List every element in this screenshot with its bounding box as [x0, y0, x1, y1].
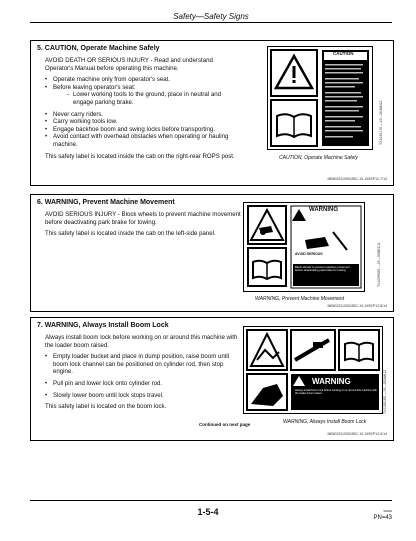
section-body [45, 211, 245, 242]
section-title: 7. WARNING, Always Install Boom Lock [37, 322, 169, 329]
section-title: 6. WARNING, Prevent Machine Movement [37, 199, 175, 206]
list-item: • Never carry riders. [45, 111, 241, 119]
bullet-list [45, 76, 241, 106]
section-warning-prevent [30, 194, 394, 312]
page-reference [373, 508, 392, 522]
list-item: • Carry working tools low. [45, 118, 241, 126]
list-item: • Avoid contact with overhead obstacles when operating or hauling machine. [45, 133, 241, 148]
section-body [45, 334, 245, 415]
section-warning-boom-lock [30, 317, 394, 441]
figure-caption: WARNING, Prevent Machine Movement [255, 296, 345, 302]
figure-caption: CAUTION, Operate Machine Safely [279, 155, 358, 161]
bullet-list [45, 111, 241, 149]
footer-small-code: S0000 [383, 509, 392, 513]
label-header-text: WARNING [312, 377, 351, 386]
page-number: 1-5-4 [197, 507, 219, 517]
list-item: • Engage backhoe boom and swing locks before transporting. [45, 126, 241, 134]
footer-divider [30, 500, 392, 501]
header-title: Safety—Safety Signs [173, 12, 249, 21]
page-header [30, 6, 392, 23]
label-body-text: Always install boom lock before working on or around this machine with the loader boom raised. [295, 389, 377, 396]
figure-code: TX1032176 —19—26JAN12 [379, 100, 383, 145]
figure-caption: WARNING, Always Install Boom Lock [283, 419, 367, 425]
section-code: MB60223,00002BC-19-19SEP12-9/14 [327, 432, 387, 436]
list-item: • Pull pin and lower lock onto cylinder rod. [45, 380, 245, 388]
location-text: This safety label is located inside the cab on the right-rear ROPS post. [45, 152, 235, 160]
figure-code: TX1150185 —19—26JAN12 [383, 369, 387, 414]
section-code: MB60223,00002BC-19-19SEP12-8/14 [327, 304, 387, 308]
section-code: MB60223,00002BC-19-19SEP12-7/14 [327, 177, 387, 181]
list-item: • Slowly lower boom until lock stops travel. [45, 392, 245, 400]
label-header-text: WARNING [309, 207, 338, 213]
label-body-text: Block wheels to prevent machine movement before deactivating park brake for towing. [295, 265, 350, 273]
section-caution-operate [30, 40, 394, 186]
sub-list [53, 91, 241, 106]
list-item: - Lower working tools to the ground, place in neutral and engage parking brake. [67, 91, 241, 106]
location-text: This safety label is located on the boom lock. [45, 403, 167, 411]
warning-label-image [243, 202, 365, 292]
label-header-text: CAUTION [333, 51, 354, 56]
bullet-list [45, 353, 245, 399]
intro-text: AVOID DEATH OR SERIOUS INJURY - Read and understand Operator's Manual before operating this machine. [45, 57, 213, 72]
section-body [45, 57, 241, 164]
caution-label-image [267, 46, 373, 150]
pn-number: PN=43 [373, 515, 392, 521]
figure-code: TX1099683 —19—06DEC11 [377, 242, 381, 287]
continued-note: Continued on next page [199, 422, 251, 427]
intro-text: AVOID SERIOUS INJURY - Block wheels to prevent machine movement before deactivating park brake for towing. [45, 211, 241, 226]
list-item: • Operate machine only from operator's seat. [45, 76, 241, 84]
boom-lock-label-image [243, 326, 383, 414]
location-text: This safety label is located inside the cab on the left-side panel. [45, 230, 216, 238]
intro-text: Always install boom lock before working on or around this machine with the loader boom raised. [45, 334, 238, 349]
section-title: 5. CAUTION, Operate Machine Safely [37, 45, 160, 52]
list-item: • Before leaving operator's seat: - Lower working tools to the ground, place in neutral and engage parking brake. [45, 84, 241, 107]
list-item: • Empty loader bucket and place in dump position, raise boom until boom lock channel can be positioned on cylinder rod, then stop engine. [45, 353, 245, 376]
label-sub-text: AVOID SERIOUS [295, 252, 323, 256]
